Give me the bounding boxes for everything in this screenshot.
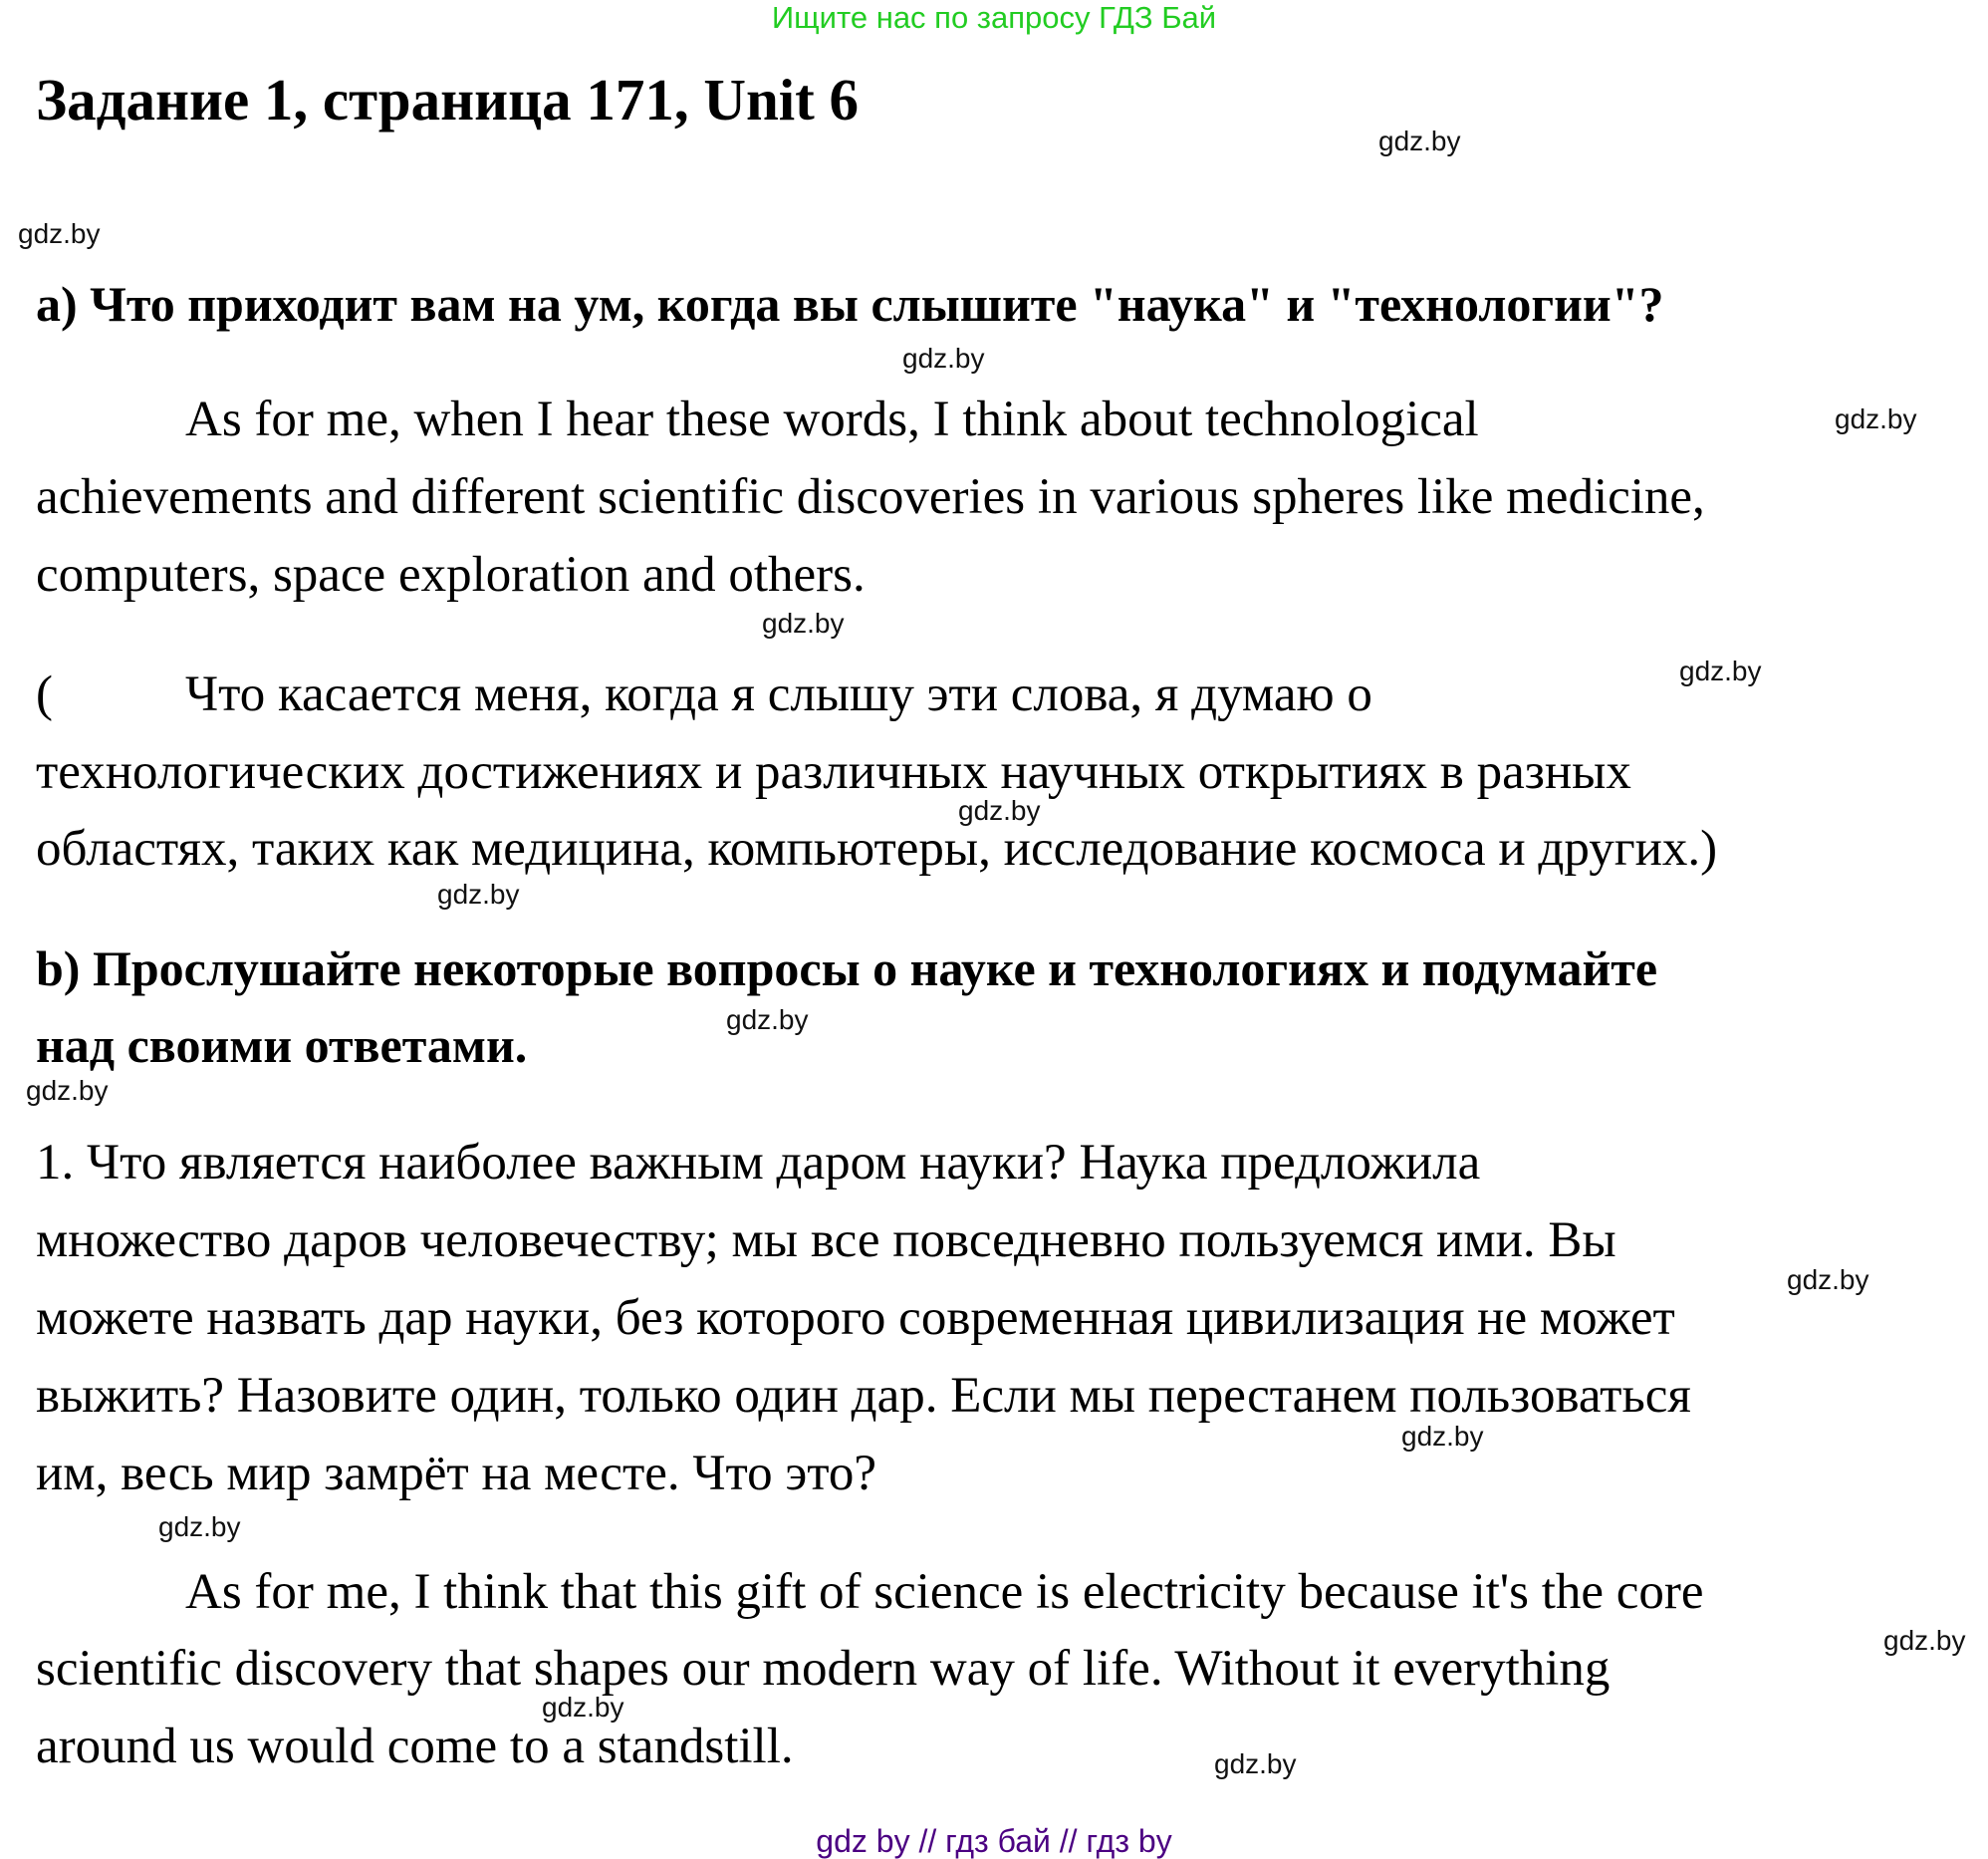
answer-b-en-line: As for me, I think that this gift of science is electricity because it's the core <box>185 1564 1704 1620</box>
question-line: им, весь мир замрёт на месте. Что это? <box>36 1446 877 1501</box>
watermark: gdz.by <box>542 1692 624 1723</box>
watermark: gdz.by <box>1787 1264 1869 1295</box>
answer-b-en-line: scientific discovery that shapes our modern way of life. Without it everything <box>36 1641 1611 1697</box>
answer-b-en-line: around us would come to a standstill. <box>36 1719 794 1774</box>
watermark: gdz.by <box>726 1004 809 1035</box>
question-line: множество даров человечеству; мы все повседневно пользуемся ими. Вы <box>36 1212 1616 1268</box>
section-a-heading: a) Что приходит вам на ум, когда вы слышите "наука" и "технологии"? <box>36 276 1664 332</box>
watermark: gdz.by <box>902 343 985 374</box>
answer-a-ru-line: технологических достижениях и различных научных открытиях в разных <box>36 744 1631 800</box>
question-line: 1. Что является наиболее важным даром науки? Наука предложила <box>36 1135 1481 1191</box>
section-b-heading-line: b) Прослушайте некоторые вопросы о науке и технологиях и подумайте <box>36 940 1658 996</box>
watermark: gdz.by <box>437 879 520 910</box>
watermark: gdz.by <box>762 608 845 639</box>
watermark: gdz.by <box>1401 1421 1484 1452</box>
watermark: gdz.by <box>26 1075 109 1106</box>
watermark: gdz.by <box>1835 403 1917 434</box>
question-line: можете назвать дар науки, без которого современная цивилизация не может <box>36 1290 1675 1346</box>
page-title: Задание 1, страница 171, Unit 6 <box>36 67 860 133</box>
translation-open-paren: ( <box>36 666 53 722</box>
answer-a-en-line: achievements and different scientific discoveries in various spheres like medicine, <box>36 469 1705 525</box>
answer-a-ru-line: областях, таких как медицина, компьютеры, исследование космоса и других.) <box>36 821 1718 877</box>
watermark: gdz.by <box>1378 126 1461 156</box>
question-line: выжить? Назовите один, только один дар. Если мы перестанем пользоваться <box>36 1368 1691 1424</box>
section-b-heading-line: над своими ответами. <box>36 1017 528 1073</box>
watermark: gdz.by <box>1679 656 1762 686</box>
footer-links[interactable]: gdz by // гдз бай // гдз by <box>816 1823 1172 1859</box>
answer-a-en-line: computers, space exploration and others. <box>36 547 866 603</box>
ad-banner[interactable]: Ищите нас по запросу ГДЗ Бай <box>771 0 1217 35</box>
watermark: gdz.by <box>958 795 1041 826</box>
answer-a-ru-line: Что касается меня, когда я слышу эти слова, я думаю о <box>185 666 1372 722</box>
answer-a-en-line: As for me, when I hear these words, I think about technological <box>185 392 1479 447</box>
watermark: gdz.by <box>18 218 101 249</box>
watermark: gdz.by <box>1214 1748 1297 1779</box>
watermark: gdz.by <box>1883 1625 1966 1656</box>
watermark: gdz.by <box>158 1511 241 1542</box>
